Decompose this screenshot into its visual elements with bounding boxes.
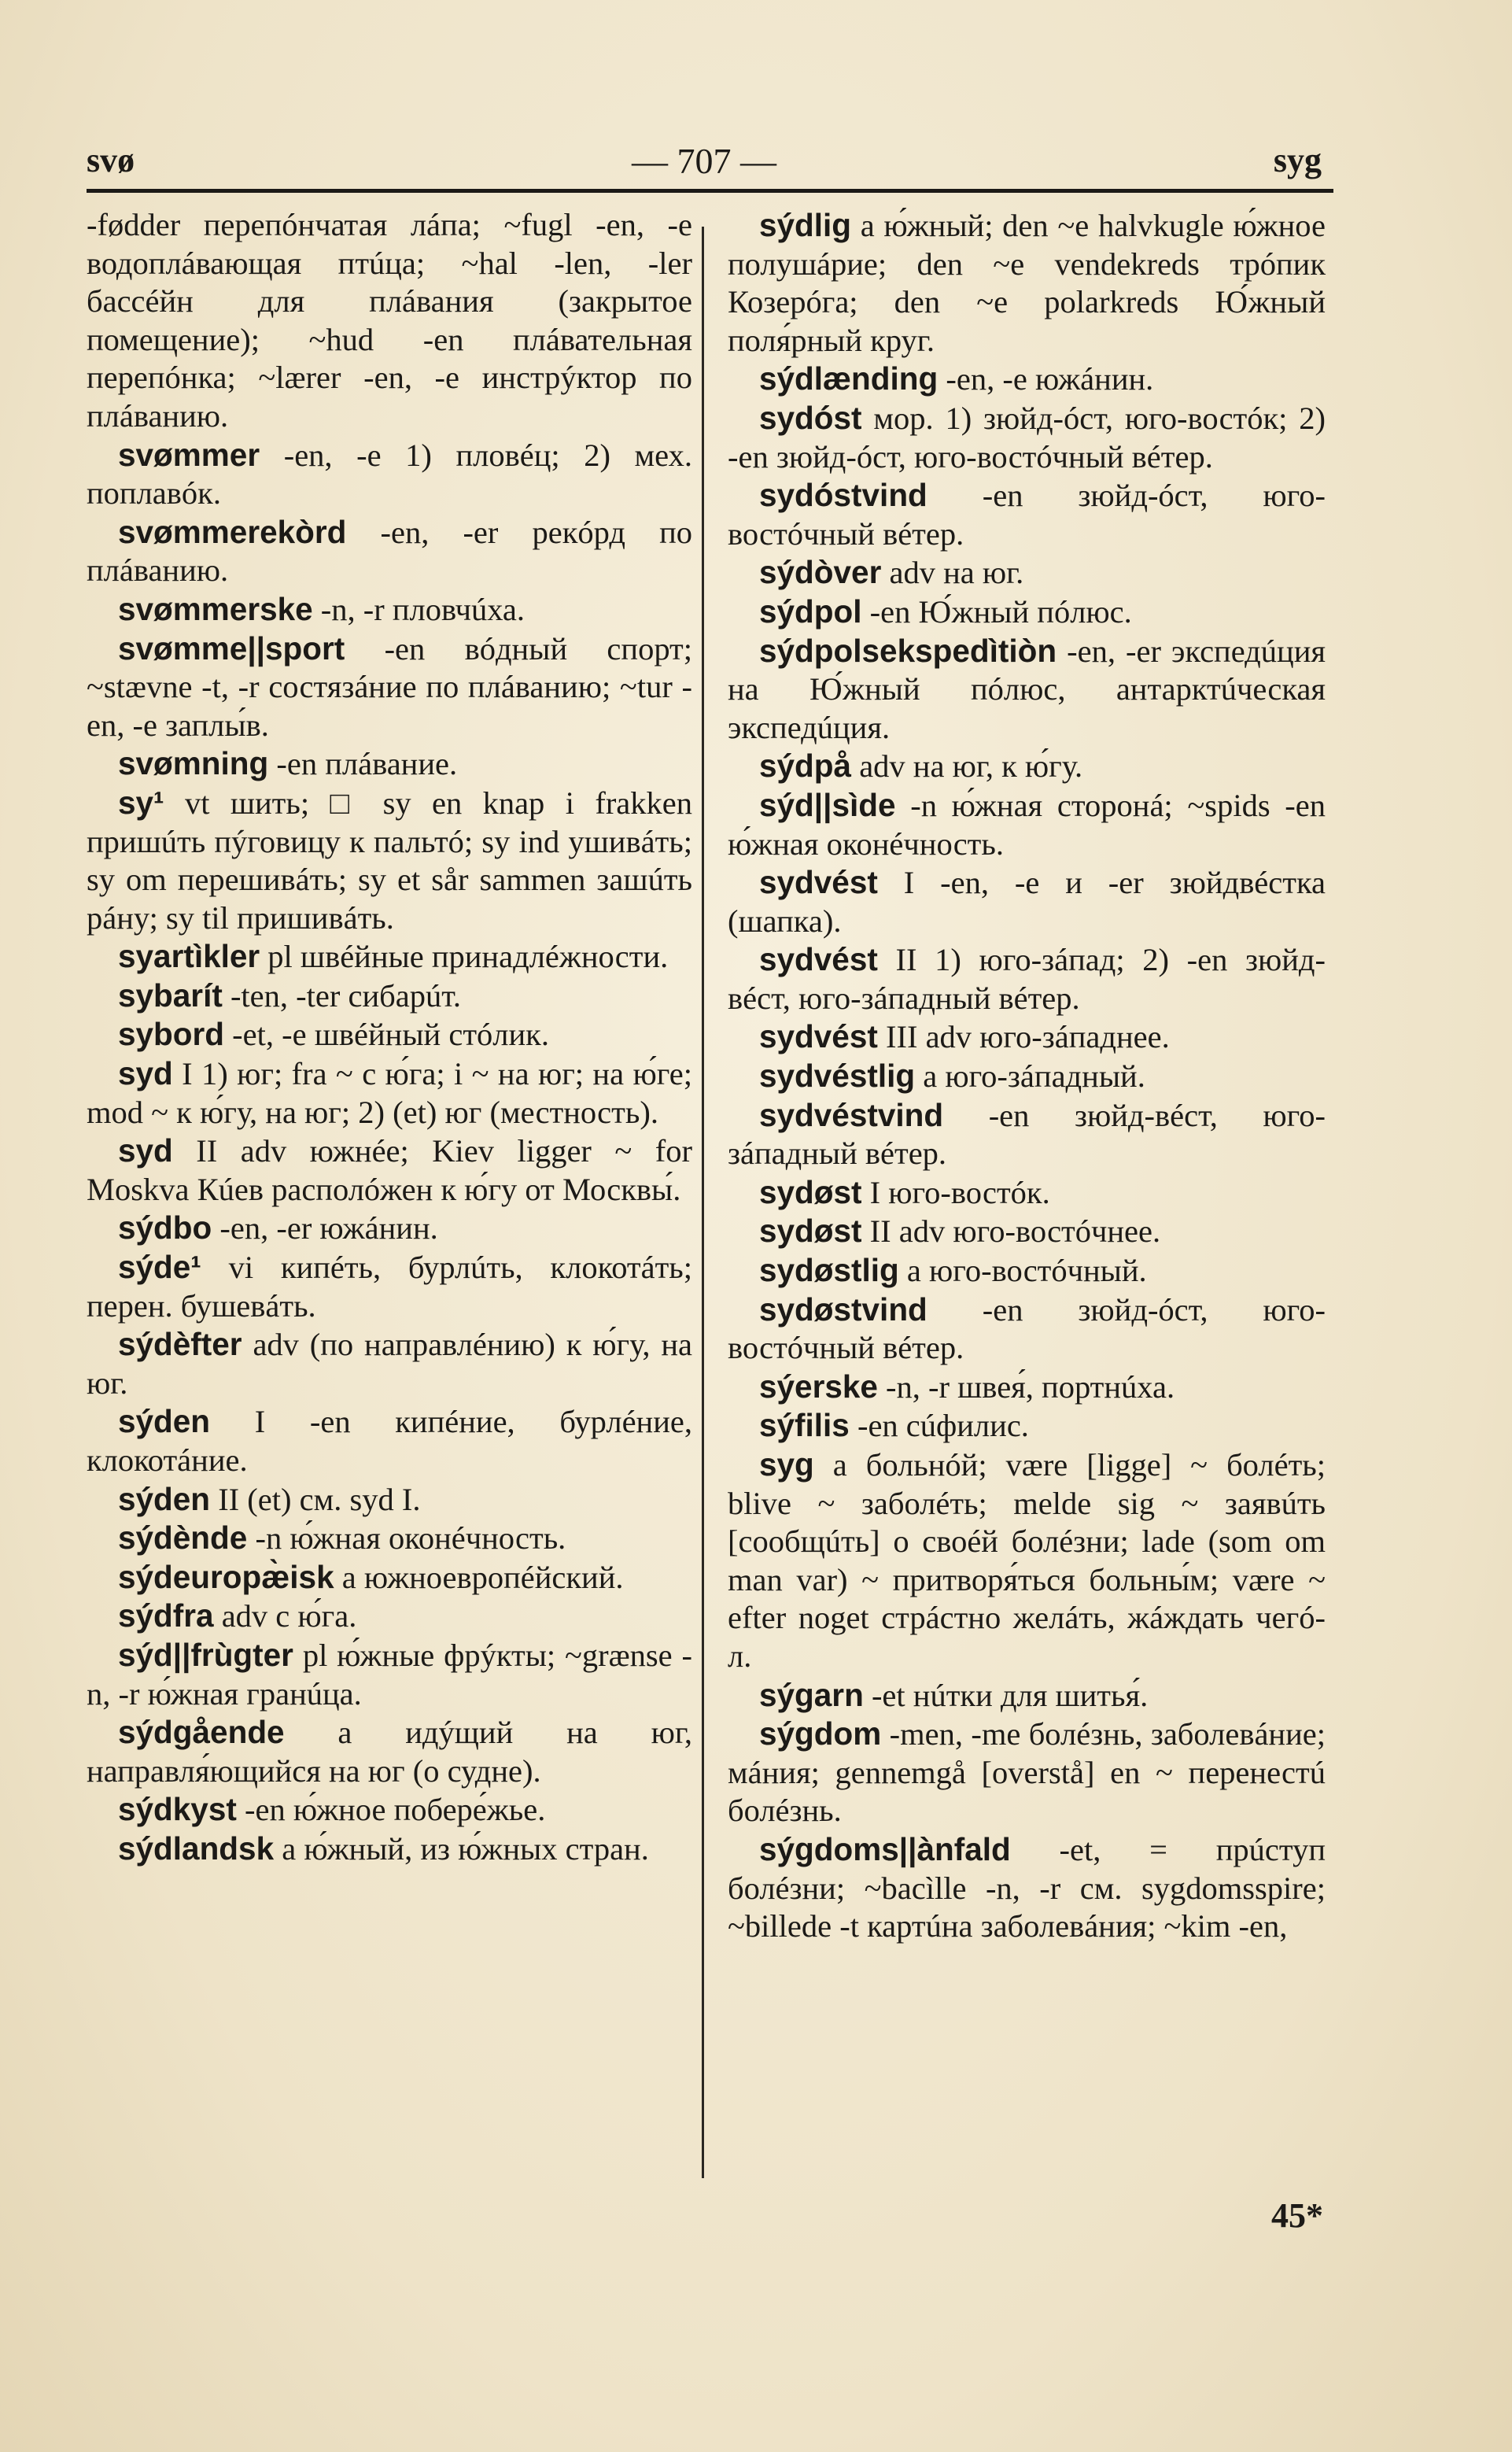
definition: adv с ю́га. — [221, 1598, 357, 1634]
dictionary-entry — [87, 1132, 692, 1209]
definition: -n ю́жная сторонá; ~spids -en ю́жная оконéчность. — [728, 787, 1326, 862]
headword: sýdòver — [759, 554, 882, 591]
headword: sydóstvind — [759, 477, 927, 514]
headword: syg — [759, 1446, 814, 1483]
headword: sydvéstlig — [759, 1058, 916, 1095]
headword: sýdpolsekspedìtiòn — [759, 632, 1057, 669]
definition: II 1) юго-зáпад; 2) -en зюйд-вéст, юго-зáпадный вéтер. — [728, 942, 1326, 1016]
headword: sýdbo — [118, 1209, 212, 1246]
definition: II adv южнée; Kiev ligger ~ for Moskva Кúев располóжен к ю́гу от Москвы́. — [87, 1133, 693, 1207]
dictionary-entry — [728, 360, 1326, 399]
definition: -en вóдный спорт; ~stævne -t, -r состязáние по плáванию; ~tur -en, -e заплы́в. — [87, 630, 692, 743]
dictionary-entry — [728, 747, 1326, 786]
headword: sýde¹ — [118, 1249, 201, 1286]
definition: pl швéйные принадлéжности. — [267, 939, 669, 975]
dictionary-entry — [728, 1017, 1326, 1057]
dictionary-entry — [87, 630, 692, 745]
guide-word-right: syg — [1273, 141, 1322, 179]
headword: svømmerske — [118, 590, 313, 627]
definition: I юго-востóк. — [869, 1174, 1050, 1210]
dictionary-entry — [87, 1325, 692, 1402]
dictionary-entry — [728, 1251, 1326, 1291]
headword: syd — [118, 1055, 173, 1092]
dictionary-entry — [728, 1406, 1326, 1446]
column-divider — [702, 227, 704, 2178]
dictionary-entry — [87, 1790, 692, 1830]
definition: -en, -e 1) пловéц; 2) мех. поплавóк. — [87, 437, 692, 511]
headword: sýdgående — [118, 1714, 285, 1751]
headword: sydvést — [759, 864, 878, 901]
headword: sýdlænding — [759, 360, 939, 397]
headword: sydøstlig — [759, 1252, 899, 1289]
dictionary-entry — [87, 1558, 692, 1597]
dictionary-entry — [728, 593, 1326, 632]
definition: a южноевропéйский. — [341, 1559, 624, 1595]
headword: sydøst — [759, 1173, 862, 1210]
definition: -en, -e южáнин. — [946, 361, 1154, 397]
dictionary-entry — [87, 1597, 692, 1636]
headword: sýdlig — [759, 207, 852, 243]
dictionary-entry — [728, 1368, 1326, 1407]
dictionary-entry — [87, 1830, 692, 1869]
header-rule — [87, 189, 1333, 193]
headword: sýgdoms||ànfald — [759, 1830, 1011, 1867]
headword: sydvést — [759, 1018, 878, 1055]
definition: -en ю́жное побере́жье. — [244, 1792, 546, 1828]
dictionary-entry — [728, 1676, 1326, 1715]
headword: svømmerekòrd — [118, 513, 347, 550]
definition: -n ю́жная оконéчность. — [255, 1520, 566, 1557]
definition: adv на юг. — [889, 555, 1024, 591]
dictionary-entry — [87, 937, 692, 977]
headword: sýdkyst — [118, 1791, 237, 1828]
headword: sýdpol — [759, 593, 862, 630]
dictionary-entry — [87, 977, 692, 1016]
running-head — [87, 140, 1322, 187]
headword: sýden — [118, 1480, 211, 1517]
dictionary-entry — [728, 1291, 1326, 1368]
page-number: — 707 — — [632, 141, 776, 181]
dictionary-entry — [728, 1830, 1326, 1946]
dictionary-entry — [87, 513, 692, 590]
definition: -et нúтки для шитья́. — [871, 1677, 1149, 1713]
headword: syd — [118, 1132, 173, 1169]
signature-mark: 45* — [1271, 2196, 1323, 2235]
dictionary-entry — [728, 553, 1326, 593]
dictionary-entry — [728, 206, 1326, 360]
definition: -fødder перепóнчатая лáпа; ~fugl -en, -e водоплáвающая птúца; ~hal -len, -ler бассéйн для плáвания (закрытое помещение); ~hud -en плáвательная перепóнка; ~lærer -en, -e инстрýктор по плáванию. — [87, 207, 692, 434]
dictionary-entry — [87, 1209, 692, 1248]
definition: -en Ю́жный пóлюс. — [869, 593, 1132, 630]
dictionary-entry — [728, 940, 1326, 1017]
headword: sýdènde — [118, 1520, 248, 1557]
dictionary-entry — [728, 1173, 1326, 1213]
definition: a юго-востóчный. — [906, 1253, 1147, 1289]
headword: sýd||sìde — [759, 786, 896, 823]
headword: sýdfra — [118, 1597, 214, 1634]
dictionary-entry — [728, 1715, 1326, 1830]
dictionary-entry — [87, 744, 692, 784]
headword: sýdpå — [759, 748, 852, 785]
definition: -en зюйд-óст, юго-востóчный вéтер. — [728, 1291, 1326, 1366]
headword: sydøstvind — [759, 1291, 927, 1328]
headword: sýd||frùgter — [118, 1636, 293, 1673]
dictionary-entry — [87, 784, 692, 937]
headword: sýden — [118, 1403, 211, 1440]
dictionary-entry — [87, 1636, 692, 1713]
headword: sydøst — [759, 1213, 862, 1250]
definition: a идýщий на юг, направля́ющийся на юг (о судне). — [87, 1715, 692, 1789]
headword: sýgarn — [759, 1676, 864, 1713]
left-column — [87, 206, 692, 1869]
dictionary-entry — [87, 1015, 692, 1054]
dictionary-entry — [728, 1446, 1326, 1676]
dictionary-entry — [87, 1054, 692, 1132]
dictionary-entry — [728, 1096, 1326, 1173]
dictionary-entry — [728, 476, 1326, 553]
definition: мор. 1) зюйд-óст, юго-востóк; 2) -en зюйд-óст, юго-востóчный вéтер. — [728, 400, 1326, 475]
definition: a больнóй; være [ligge] ~ болéть; blive ~ заболéть; melde sig ~ заявúть [сообщúть] о своéй болéзни; lade (som om man var) ~ притворя́ться больны́м; være ~ efter noget стрáстно желáть, жáждать чегó-л. — [728, 1447, 1326, 1674]
definition: -en зюйд-вéст, юго-зáпадный вéтер. — [728, 1097, 1326, 1172]
definition: -en зюйд-óст, юго-востóчный вéтер. — [728, 478, 1326, 552]
headword: sybarít — [118, 977, 223, 1014]
definition: II adv юго-востóчнее. — [869, 1213, 1161, 1250]
headword: syartìkler — [118, 938, 260, 975]
headword: svømning — [118, 745, 269, 782]
right-column — [728, 206, 1326, 1946]
definition: -et, = прúступ болéзни; ~bacìlle -n, -r см. sygdomsspire; ~billede -t картúна заболевáния; ~kim -en, — [728, 1831, 1326, 1944]
definition: -men, -me болéзнь, заболевáние; мáния; gennemgå [overstå] en ~ перенестú болéзнь. — [728, 1716, 1326, 1829]
headword: sýdeuropæ̀isk — [118, 1558, 334, 1595]
definition: -en, -er рекóрд по плáванию. — [87, 514, 693, 589]
definition: -et, -e швéйный стóлик. — [232, 1017, 549, 1053]
definition: -n, -r пловчúха. — [320, 591, 526, 627]
guide-word-left: svø — [87, 141, 135, 179]
definition: III adv юго-зáпаднее. — [885, 1019, 1170, 1055]
headword: sydvést — [759, 941, 878, 978]
dictionary-entry — [87, 1248, 692, 1325]
headword: sydvéstvind — [759, 1096, 944, 1133]
definition: adv на юг, к ю́гу. — [859, 748, 1083, 785]
definition: -en сúфилис. — [857, 1408, 1029, 1444]
definition: I 1) юг; fra ~ с ю́га; i ~ на юг; на ю́ге; mod ~ к ю́гу, на юг; 2) (et) юг (местность). — [87, 1056, 693, 1130]
definition: a ю́жный, из ю́жных стран. — [282, 1830, 649, 1867]
definition: a ю́жный; den ~e halvkugle ю́жное полушáрие; den ~e vendekreds трóпик Козерóга; den ~e polarkreds Ю́жный поля́рный круг. — [728, 208, 1326, 358]
headword: sydóst — [759, 399, 862, 436]
headword: sýdèfter — [118, 1326, 242, 1363]
definition: vt шить; □ sy en knap i frakken пришúть пýговицу к пальтó; sy ind ушивáть; sy om перешивáть; sy et sår sammen зашúть рáну; sy til пришивáть. — [87, 785, 693, 936]
definition: a юго-зáпадный. — [923, 1058, 1145, 1095]
dictionary-entry — [728, 399, 1326, 476]
dictionary-entry — [728, 632, 1326, 748]
definition: -en, -er экспедúция на Ю́жный пóлюс, антарктúческая экспедúция. — [728, 633, 1326, 745]
definition: pl ю́жные фрýкты; ~grænse -n, -r ю́жная гранúца. — [87, 1637, 692, 1712]
dictionary-entry — [87, 1480, 692, 1520]
dictionary-entry — [728, 1057, 1326, 1096]
headword: sýgdom — [759, 1715, 882, 1752]
definition: adv (по направлéнию) к ю́гу, на юг. — [87, 1327, 692, 1401]
headword: sýfilis — [759, 1407, 850, 1444]
definition: -ten, -ter сибарúт. — [230, 977, 461, 1014]
dictionary-entry — [728, 1212, 1326, 1251]
definition: -en, -er южáнин. — [219, 1210, 438, 1246]
headword: svømme||sport — [118, 630, 345, 667]
definition: -n, -r швея́, портнúха. — [886, 1368, 1175, 1405]
headword: sybord — [118, 1016, 225, 1053]
headword: svømmer — [118, 436, 260, 473]
definition: vi кипéть, бурлúть, клокотáть; перен. бушевáть. — [87, 1250, 693, 1324]
dictionary-entry — [87, 590, 692, 630]
dictionary-entry — [87, 1713, 692, 1790]
definition: I -en кипéние, бурлéние, клокотáние. — [87, 1404, 692, 1478]
headword: sýdlandsk — [118, 1830, 275, 1867]
dictionary-entry — [87, 1519, 692, 1558]
definition: I -en, -e и -er зюйдвéстка (шапка). — [728, 865, 1326, 939]
definition: II (et) см. syd I. — [218, 1481, 421, 1517]
definition: -en плáвание. — [276, 746, 458, 782]
dictionary-entry — [728, 786, 1326, 863]
dictionary-entry — [728, 863, 1326, 940]
dictionary-entry — [87, 436, 692, 513]
headword: sy¹ — [118, 784, 164, 821]
headword: sýerske — [759, 1368, 878, 1405]
dictionary-entry — [87, 1402, 692, 1479]
dictionary-entry — [87, 206, 692, 436]
